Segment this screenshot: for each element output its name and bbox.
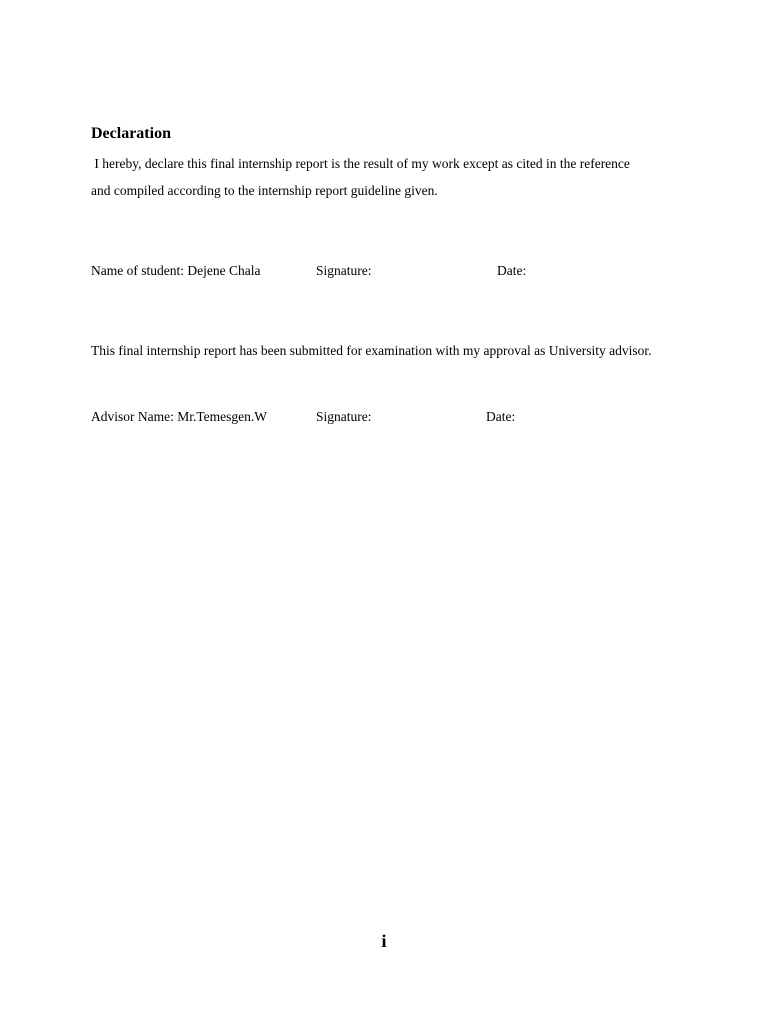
advisor-signature-label: Signature:	[316, 409, 372, 424]
student-date-label: Date:	[497, 263, 527, 278]
advisor-signature-row	[0, 407, 768, 427]
declaration-statement-line-1: I hereby, declare this final internship report is the result of my work except as cited in the reference	[91, 156, 630, 171]
student-name-label: Name of student: Dejene Chala	[91, 263, 261, 278]
approval-statement: This final internship report has been submitted for examination with my approval as University advisor.	[91, 343, 652, 358]
declaration-statement	[91, 150, 677, 204]
page-title: Declaration	[91, 125, 171, 142]
advisor-name-label: Advisor Name: Mr.Temesgen.W	[91, 409, 268, 424]
student-signature-label: Signature:	[316, 263, 372, 278]
page-number: i	[381, 931, 387, 951]
student-signature-row	[0, 261, 768, 281]
declaration-statement-line-2: and compiled according to the internship report guideline given.	[91, 183, 438, 198]
advisor-date-label: Date:	[486, 409, 516, 424]
